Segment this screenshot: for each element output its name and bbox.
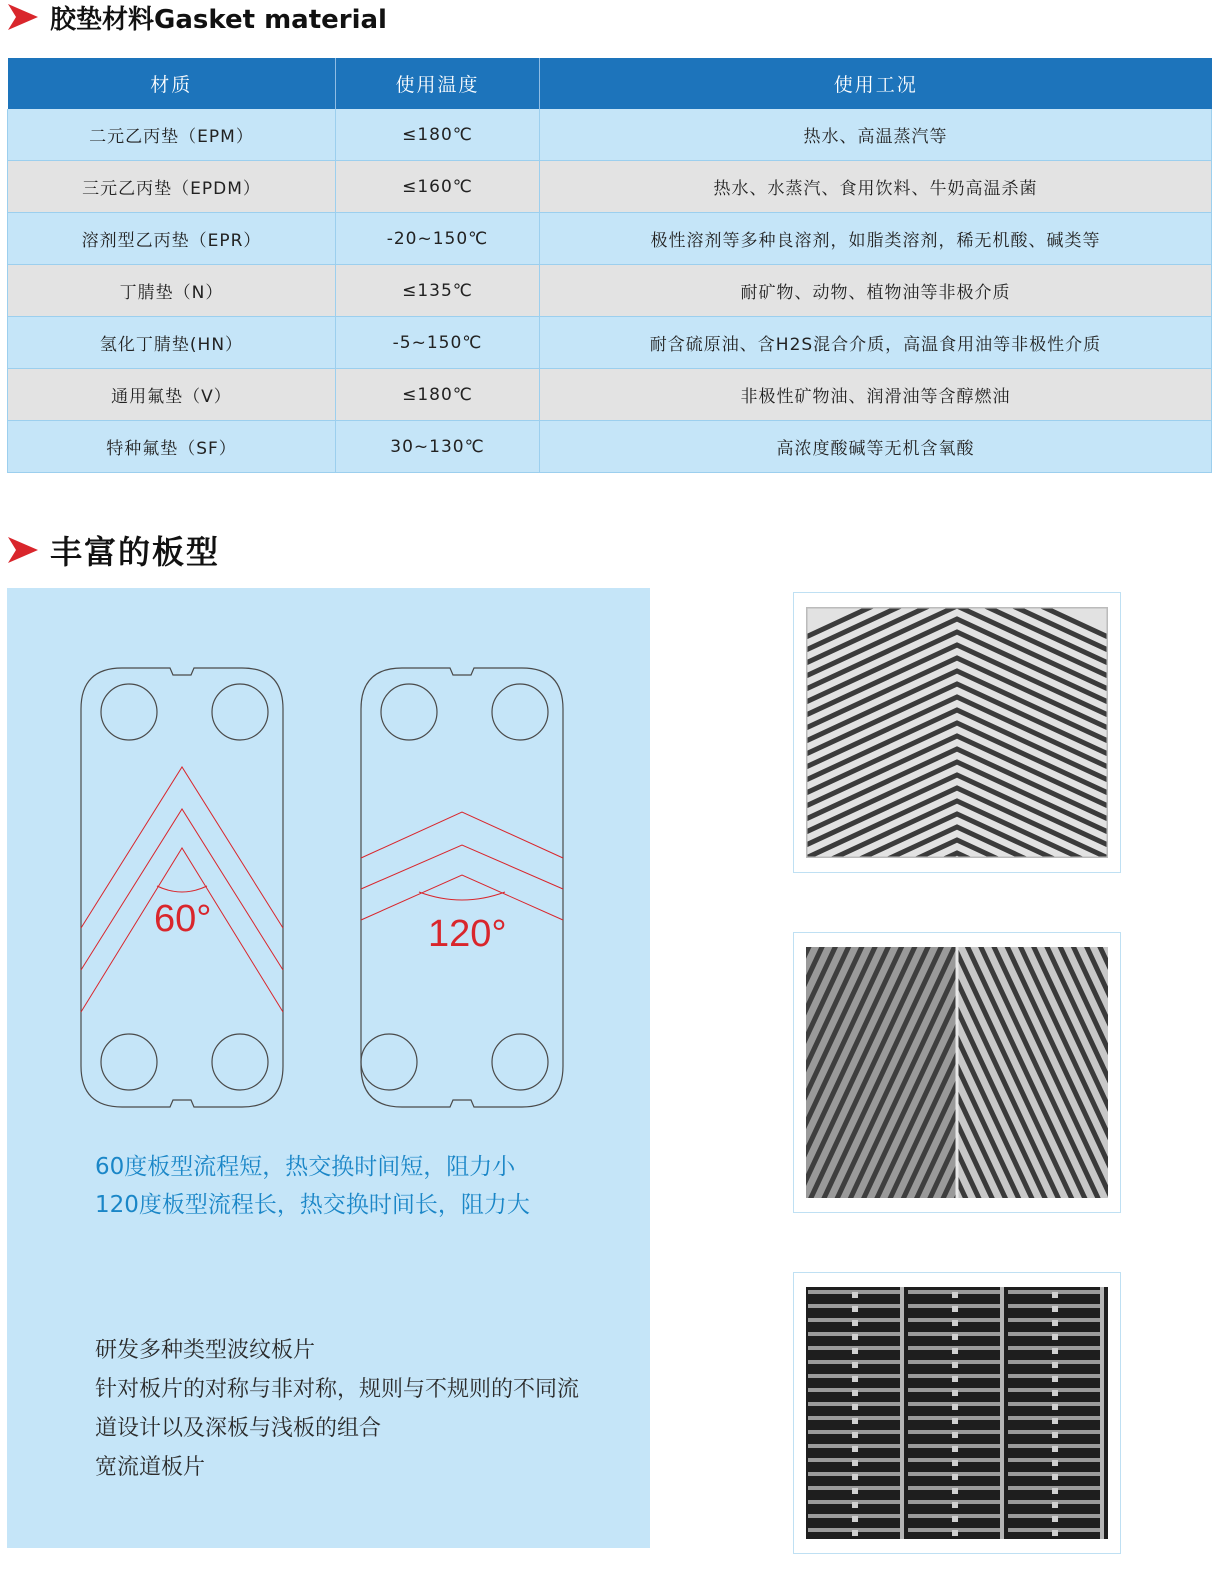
cell-temperature: -5~150℃ — [336, 317, 540, 369]
header-conditions: 使用工况 — [540, 58, 1212, 109]
table-row — [8, 369, 1212, 421]
feature-line: 宽流道板片 — [95, 1455, 206, 1480]
cell-temperature: -20~150℃ — [336, 213, 540, 265]
cell-temperature: ≤135℃ — [336, 265, 540, 317]
cell-conditions: 耐矿物、动物、植物油等非极介质 — [540, 265, 1212, 317]
feature-line: 道设计以及深板与浅板的组合 — [95, 1416, 382, 1441]
section-title-gasket — [8, 0, 387, 34]
cell-material: 溶剂型乙丙垫（EPR） — [8, 213, 336, 265]
section-title-text: 丰富的板型 — [50, 533, 221, 571]
plate-angle-diagram — [7, 588, 650, 1128]
table-row — [8, 421, 1212, 473]
cell-conditions: 非极性矿物油、润滑油等含醇燃油 — [540, 369, 1212, 421]
cell-conditions: 耐含硫原油、含H2S混合介质，高温食用油等非极性介质 — [540, 317, 1212, 369]
cell-temperature: ≤160℃ — [336, 161, 540, 213]
header-material: 材质 — [8, 58, 336, 109]
red-arrow-icon — [8, 4, 38, 30]
cell-material: 氢化丁腈垫(HN） — [8, 317, 336, 369]
note-60: 60度板型流程短，热交换时间短，阻力小 — [95, 1154, 516, 1180]
red-arrow-icon — [8, 537, 38, 563]
chevron-plate-image — [806, 607, 1108, 858]
cell-material: 特种氟垫（SF） — [8, 421, 336, 473]
section-title-plate-types — [8, 528, 220, 572]
cell-temperature: ≤180℃ — [336, 369, 540, 421]
cell-material: 通用氟垫（V） — [8, 369, 336, 421]
cell-conditions: 高浓度酸碱等无机含氧酸 — [540, 421, 1212, 473]
plate-120-outline — [361, 668, 563, 1107]
cell-conditions: 极性溶剂等多种良溶剂，如脂类溶剂，稀无机酸、碱类等 — [540, 213, 1212, 265]
note-120: 120度板型流程长，热交换时间长，阻力大 — [95, 1192, 530, 1218]
plate-photo-chevron — [793, 592, 1121, 873]
feature-list — [95, 1331, 579, 1487]
angle-label-120: 120° — [428, 913, 507, 955]
table-row — [8, 213, 1212, 265]
plate-photo-diagonal — [793, 932, 1121, 1213]
plate-diagram-panel — [7, 588, 650, 1548]
table-row — [8, 317, 1212, 369]
cell-temperature: ≤180℃ — [336, 109, 540, 161]
plate-photo-wide-channel — [793, 1272, 1121, 1554]
diagonal-plate-image — [806, 947, 1108, 1198]
table-row — [8, 265, 1212, 317]
plate-notes — [95, 1148, 530, 1224]
table-header-row — [8, 58, 1212, 109]
wide-channel-plate-image — [806, 1287, 1108, 1539]
feature-line: 针对板片的对称与非对称，规则与不规则的不同流 — [95, 1377, 580, 1402]
table-row — [8, 161, 1212, 213]
section-title-text: 胶垫材料Gasket material — [50, 4, 387, 35]
cell-material: 二元乙丙垫（EPM） — [8, 109, 336, 161]
cell-material: 丁腈垫（N） — [8, 265, 336, 317]
cell-conditions: 热水、高温蒸汽等 — [540, 109, 1212, 161]
plate-60-outline — [81, 668, 283, 1107]
plate-120-corrugation-lines — [361, 812, 563, 920]
angle-label-60: 60° — [154, 898, 212, 940]
cell-material: 三元乙丙垫（EPDM） — [8, 161, 336, 213]
plate-60-corrugation-lines — [81, 767, 283, 1012]
gasket-material-table — [7, 58, 1212, 473]
cell-conditions: 热水、水蒸汽、食用饮料、牛奶高温杀菌 — [540, 161, 1212, 213]
feature-line: 研发多种类型波纹板片 — [95, 1338, 316, 1363]
header-temperature: 使用温度 — [336, 58, 540, 109]
table-row — [8, 109, 1212, 161]
cell-temperature: 30~130℃ — [336, 421, 540, 473]
